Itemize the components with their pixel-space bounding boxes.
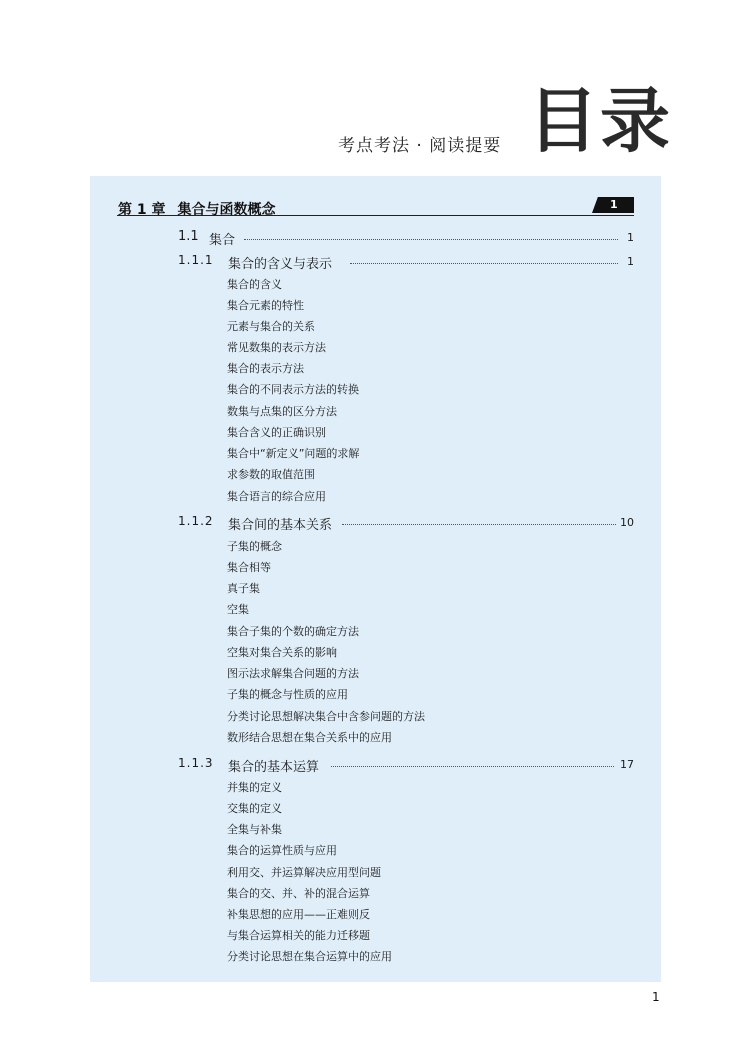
toc-item[interactable]: 集合中“新定义”问题的求解 <box>227 447 360 460</box>
section-number: 1.1 <box>178 229 199 244</box>
leader-dots <box>350 263 618 264</box>
toc-item[interactable]: 数集与点集的区分方法 <box>227 405 337 418</box>
toc-item[interactable]: 求参数的取值范围 <box>227 468 315 481</box>
chapter-heading[interactable] <box>118 199 288 219</box>
subsection-row[interactable] <box>0 514 750 532</box>
header-title: 目录 <box>528 80 672 162</box>
toc-item[interactable]: 数形结合思想在集合关系中的应用 <box>227 731 392 744</box>
toc-item[interactable]: 集合的不同表示方法的转换 <box>227 383 359 396</box>
footer-page-number: 1 <box>652 990 660 1004</box>
toc-panel <box>90 176 661 982</box>
toc-item[interactable]: 空集 <box>227 603 249 616</box>
toc-item[interactable]: 集合的表示方法 <box>227 362 304 375</box>
toc-item[interactable]: 利用交、并运算解决应用型问题 <box>227 866 381 879</box>
chapter-rule <box>117 215 634 216</box>
toc-item[interactable]: 集合的含义 <box>227 278 282 291</box>
header-subtitle: 考点考法 · 阅读提要 <box>338 136 502 156</box>
subsection-title: 集合的含义与表示 <box>228 257 333 272</box>
toc-item[interactable]: 元素与集合的关系 <box>227 320 315 333</box>
toc-item[interactable]: 全集与补集 <box>227 823 282 836</box>
toc-item[interactable]: 常见数集的表示方法 <box>227 341 326 354</box>
toc-item[interactable]: 子集的概念 <box>227 540 282 553</box>
toc-item[interactable]: 真子集 <box>227 582 260 595</box>
toc-item[interactable]: 集合含义的正确识别 <box>227 426 326 439</box>
subsection-number: 1.1.2 <box>178 514 214 528</box>
leader-dots <box>342 524 616 525</box>
section-row[interactable] <box>0 229 750 247</box>
toc-item[interactable]: 交集的定义 <box>227 802 282 815</box>
leader-dots <box>331 766 614 767</box>
toc-item[interactable]: 图示法求解集合问题的方法 <box>227 667 359 680</box>
toc-item[interactable]: 集合子集的个数的确定方法 <box>227 625 359 638</box>
toc-item[interactable]: 集合的交、并、补的混合运算 <box>227 887 370 900</box>
toc-item[interactable]: 并集的定义 <box>227 781 282 794</box>
subsection-row[interactable] <box>0 253 750 271</box>
chapter-title: 集合与函数概念 <box>177 202 276 218</box>
toc-item[interactable]: 集合元素的特性 <box>227 299 304 312</box>
toc-item[interactable]: 空集对集合关系的影响 <box>227 646 337 659</box>
toc-item[interactable]: 补集思想的应用——正难则反 <box>227 908 370 921</box>
toc-item[interactable]: 分类讨论思想解决集合中含参问题的方法 <box>227 710 425 723</box>
toc-item[interactable]: 子集的概念与性质的应用 <box>227 688 348 701</box>
toc-item[interactable]: 集合相等 <box>227 561 271 574</box>
subsection-title: 集合的基本运算 <box>228 760 320 775</box>
chapter-page: 1 <box>610 198 618 211</box>
toc-item[interactable]: 集合语言的综合应用 <box>227 490 326 503</box>
subsection-number: 1.1.3 <box>178 756 214 770</box>
toc-item[interactable]: 分类讨论思想在集合运算中的应用 <box>227 950 392 963</box>
section-title: 集合 <box>209 233 236 248</box>
chapter-number: 第 1 章 <box>118 202 166 218</box>
leader-dots <box>244 239 618 240</box>
toc-item[interactable]: 与集合运算相关的能力迁移题 <box>227 929 370 942</box>
subsection-page: 10 <box>620 516 634 529</box>
subsection-page: 17 <box>620 758 634 771</box>
subsection-number: 1.1.1 <box>178 253 214 267</box>
subsection-row[interactable] <box>0 756 750 774</box>
subsection-title: 集合间的基本关系 <box>228 518 333 533</box>
toc-item[interactable]: 集合的运算性质与应用 <box>227 844 337 857</box>
section-page: 1 <box>627 231 634 244</box>
subsection-page: 1 <box>627 255 634 268</box>
